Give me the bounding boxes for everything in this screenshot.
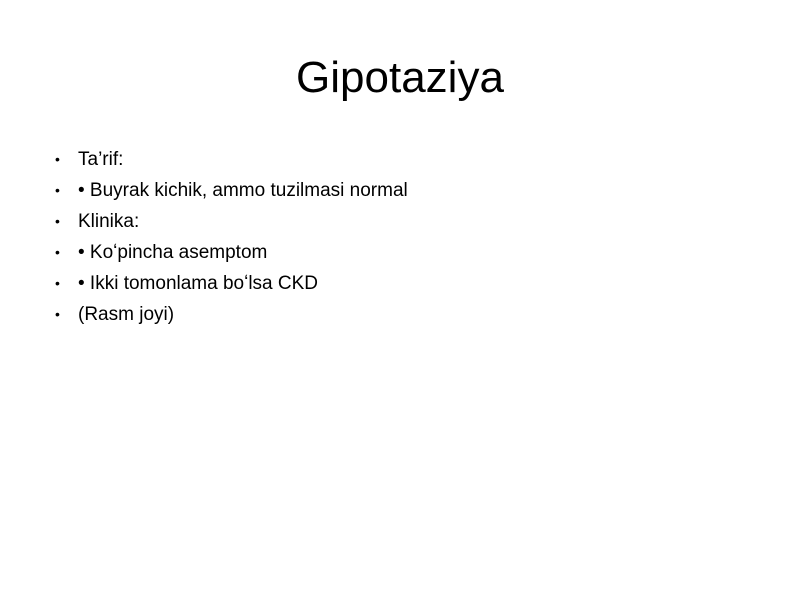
bullet-text-kidney-small: • Buyrak kichik, ammo tuzilmasi normal xyxy=(78,180,408,201)
bullet-marker: • xyxy=(55,182,60,198)
bullet-text-image-placeholder: (Rasm joyi) xyxy=(78,304,175,325)
bullet-text-bilateral-ckd: • Ikki tomonlama boʻlsa CKD xyxy=(78,273,319,294)
bullet-list xyxy=(55,144,755,330)
bullet-text-asymptomatic: • Koʻpincha asemptom xyxy=(78,242,268,263)
bullet-marker: • xyxy=(55,275,60,291)
bullet-text-definition: Ta’rif: xyxy=(78,149,124,170)
list-item xyxy=(55,268,755,299)
bullet-text-clinic: Klinika: xyxy=(78,211,140,232)
bullet-marker: • xyxy=(55,213,60,229)
list-item xyxy=(55,175,755,206)
bullet-marker: • xyxy=(55,306,60,322)
list-item xyxy=(55,299,755,330)
list-item xyxy=(55,144,755,175)
bullet-marker: • xyxy=(55,244,60,260)
list-item xyxy=(55,237,755,268)
bullet-marker: • xyxy=(55,151,60,167)
slide-title: Gipotaziya xyxy=(296,53,504,102)
list-item xyxy=(55,206,755,237)
